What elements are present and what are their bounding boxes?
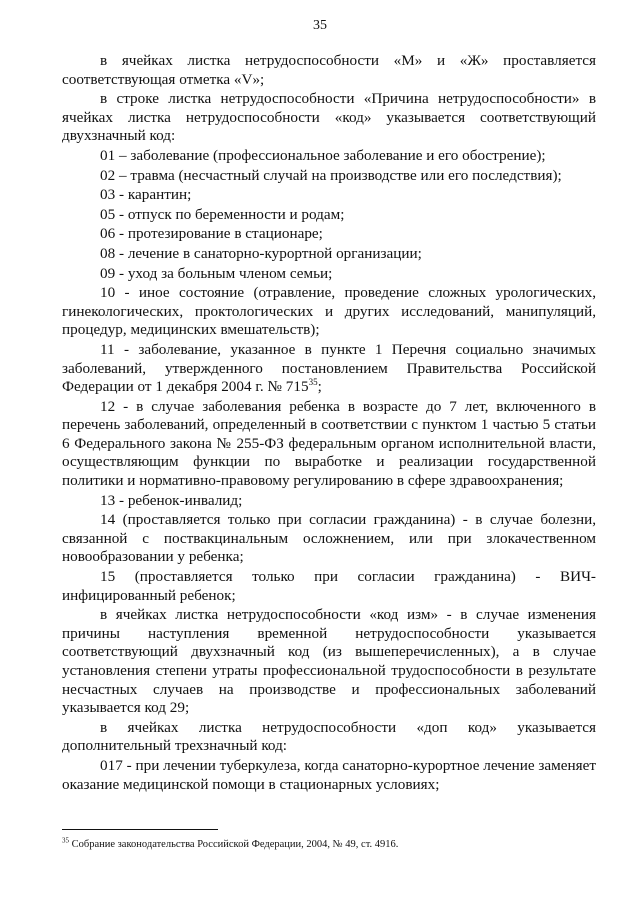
paragraph-code-change: в ячейках листка нетрудоспособности «код изм» - в случае изменения причины наступления временной нетрудоспособности указывается соответствующий двухзначный код (из вышеперечисленных), а в случае установления степени утраты профессиональной трудоспособности в результате несчастных случаев на производстве и профессиональных заболеваний указывается код 29; [62, 606, 596, 717]
code-01: 01 – заболевание (профессиональное заболевание и его обострение); [100, 146, 546, 164]
paragraph-reason-code: в строке листка нетрудоспособности «Причина нетрудоспособности» в ячейках листка нетрудоспособности «код» указывается соответствующий двухзначный код: [62, 90, 596, 145]
code-08: 08 - лечение в санаторно-курортной организации; [100, 244, 422, 262]
code-06: 06 - протезирование в стационаре; [100, 225, 323, 243]
code-11-text: 11 - заболевание, указанное в пункте 1 Перечня социально значимых заболеваний, утвержденного постановлением Правительства Российской Федерации от 1 декабря 2004 г. № 715 [62, 340, 596, 396]
code-14: 14 (проставляется только при согласии гражданина) - в случае болезни, связанной с поствакцинальным осложнением, или при злокачественном новообразовании у ребенка; [62, 511, 596, 566]
code-11-tail: ; [317, 378, 322, 396]
code-15: 15 (проставляется только при согласии гражданина) - ВИЧ-инфицированный ребенок; [62, 568, 596, 604]
code-09: 09 - уход за больным членом семьи; [100, 264, 333, 282]
page-number: 35 [313, 18, 327, 33]
code-11 [62, 341, 596, 397]
footnote-ref[interactable]: 35 [308, 377, 318, 388]
footnote-divider [62, 829, 218, 830]
document-body [62, 52, 596, 794]
code-017: 017 - при лечении туберкулеза, когда санаторно-курортное лечение заменяет оказание медицинской помощи в стационарных условиях; [62, 756, 596, 793]
code-13: 13 - ребенок-инвалид; [100, 491, 243, 509]
footnote [62, 838, 596, 851]
code-10: 10 - иное состояние (отравление, проведение сложных урологических, гинекологических, проктологических и других исследований, манипуляций, процедур, медицинских вмешательств); [62, 284, 596, 339]
code-12: 12 - в случае заболевания ребенка в возрасте до 7 лет, включенного в перечень заболеваний, определенный в соответствии с пунктом 1 частью 5 статьи 6 Федерального закона № 255-ФЗ федеральным органом исполнительной власти, осуществляющим функции по выработке и реализации государственной политики и нормативно-правовому регулированию в сфере здравоохранения; [62, 397, 596, 490]
footnote-text: Собрание законодательства Российской Федерации, 2004, № 49, ст. 4916. [69, 839, 399, 850]
code-02: 02 – травма (несчастный случай на производстве или его последствия); [100, 166, 562, 184]
footnote-number: 35 [62, 836, 69, 845]
code-05: 05 - отпуск по беременности и родам; [100, 205, 345, 223]
paragraph-additional-code: в ячейках листка нетрудоспособности «доп код» указывается дополнительный трехзначный код: [62, 718, 596, 755]
code-03: 03 - карантин; [100, 186, 192, 204]
paragraph-mf-mark: в ячейках листка нетрудоспособности «М» и «Ж» проставляется соответствующая отметка «V»; [62, 52, 596, 88]
